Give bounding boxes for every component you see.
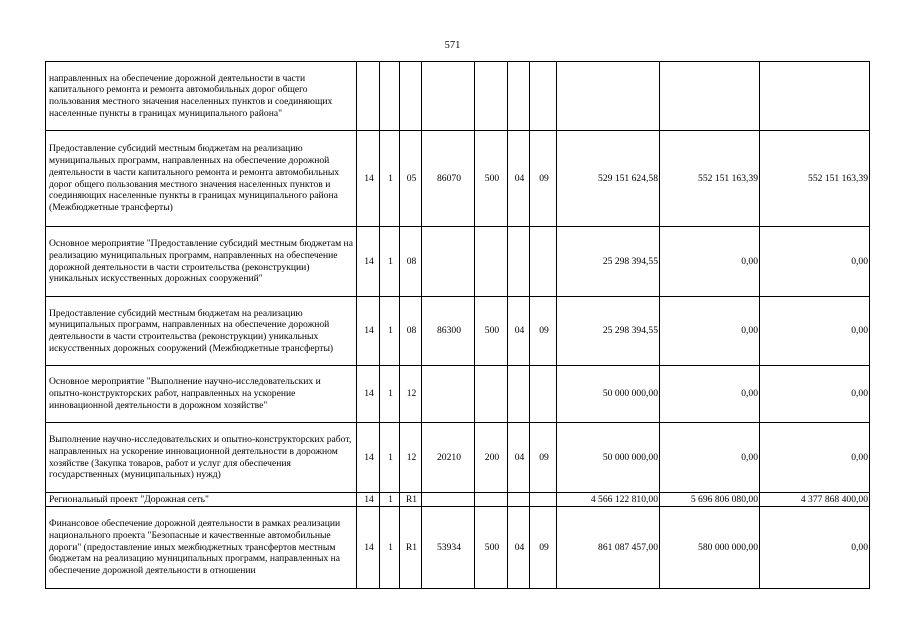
row-description: Предоставление субсидий местным бюджетам на реализацию муниципальных программ, направленных на обеспечение дорожной деятельности в части капитального ремонта и ремонта автомобильных дорог общего пользования местного значения населенных пунктов и соединяющих населенные пункты в границах муниципального района (Межбюджетные трансферты) xyxy=(46,131,357,227)
code-subsection xyxy=(530,493,557,507)
row-description: Выполнение научно-исследовательских и опытно-конструкторских работ, направленных на ускорение инновационной деятельности в дорожном хозяйстве (Закупка товаров, работ и услуг для обеспечения государственных (муниципальных) нужд) xyxy=(46,423,357,493)
table-row xyxy=(46,297,870,366)
code-program: 1 xyxy=(380,507,400,589)
code-subsection: 09 xyxy=(530,297,557,366)
amount-year-1: 861 087 457,00 xyxy=(557,507,660,589)
code-program xyxy=(380,62,400,131)
code-program: 1 xyxy=(380,366,400,423)
amount-year-2: 552 151 163,39 xyxy=(660,131,760,227)
code-ministry: 14 xyxy=(357,423,380,493)
code-ministry: 14 xyxy=(357,297,380,366)
code-program: 1 xyxy=(380,493,400,507)
code-direction xyxy=(422,493,475,507)
code-expense-type xyxy=(475,493,508,507)
code-ministry: 14 xyxy=(357,493,380,507)
code-event: R1 xyxy=(400,493,422,507)
table-row xyxy=(46,507,870,589)
code-subsection xyxy=(530,366,557,423)
amount-year-3: 0,00 xyxy=(760,227,870,297)
amount-year-2: 0,00 xyxy=(660,297,760,366)
code-direction: 53934 xyxy=(422,507,475,589)
page-number: 571 xyxy=(444,40,461,51)
code-program: 1 xyxy=(380,227,400,297)
code-subsection: 09 xyxy=(530,423,557,493)
amount-year-1: 529 151 624,58 xyxy=(557,131,660,227)
code-expense-type: 500 xyxy=(475,297,508,366)
row-description: Основное мероприятие "Предоставление субсидий местным бюджетам на реализацию муниципальных программ, направленных на обеспечение дорожной деятельности в части строительства (реконструкции) уникальных искусственных дорожных сооружений" xyxy=(46,227,357,297)
code-direction xyxy=(422,366,475,423)
amount-year-1: 50 000 000,00 xyxy=(557,423,660,493)
code-event: 08 xyxy=(400,227,422,297)
code-program: 1 xyxy=(380,131,400,227)
code-ministry: 14 xyxy=(357,131,380,227)
amount-year-3: 0,00 xyxy=(760,423,870,493)
amount-year-3: 4 377 868 400,00 xyxy=(760,493,870,507)
code-expense-type xyxy=(475,62,508,131)
code-direction xyxy=(422,62,475,131)
code-expense-type xyxy=(475,366,508,423)
code-event: 12 xyxy=(400,366,422,423)
table-row xyxy=(46,366,870,423)
code-section xyxy=(508,493,530,507)
code-expense-type: 200 xyxy=(475,423,508,493)
amount-year-1: 25 298 394,55 xyxy=(557,297,660,366)
table-row xyxy=(46,493,870,507)
row-description: Финансовое обеспечение дорожной деятельности в рамках реализации национального проекта "Безопасные и качественные автомобильные дороги" (предоставление иных межбюджетных трансфертов местным бюджетам на реализацию муниципальных программ, направленных на обеспечение дорожной деятельности в отношении xyxy=(46,507,357,589)
code-event: 05 xyxy=(400,131,422,227)
code-direction: 86300 xyxy=(422,297,475,366)
code-expense-type: 500 xyxy=(475,507,508,589)
code-section xyxy=(508,227,530,297)
table-row xyxy=(46,423,870,493)
code-section xyxy=(508,62,530,131)
code-expense-type xyxy=(475,227,508,297)
code-event: 08 xyxy=(400,297,422,366)
code-subsection: 09 xyxy=(530,131,557,227)
code-event: R1 xyxy=(400,507,422,589)
code-subsection: 09 xyxy=(530,507,557,589)
amount-year-3: 0,00 xyxy=(760,507,870,589)
code-direction: 20210 xyxy=(422,423,475,493)
code-section: 04 xyxy=(508,423,530,493)
amount-year-2: 580 000 000,00 xyxy=(660,507,760,589)
row-description: направленных на обеспечение дорожной деятельности в части капитального ремонта и ремонта автомобильных дорог общего пользования местного значения населенных пунктов и соединяющих населенные пункты в границах муниципального района" xyxy=(46,62,357,131)
code-ministry: 14 xyxy=(357,366,380,423)
table-row xyxy=(46,131,870,227)
code-expense-type: 500 xyxy=(475,131,508,227)
row-description: Предоставление субсидий местным бюджетам на реализацию муниципальных программ, направленных на обеспечение дорожной деятельности в части строительства (реконструкции) уникальных искусственных дорожных сооружений (Межбюджетные трансферты) xyxy=(46,297,357,366)
amount-year-1: 25 298 394,55 xyxy=(557,227,660,297)
code-section: 04 xyxy=(508,297,530,366)
code-ministry: 14 xyxy=(357,507,380,589)
code-program: 1 xyxy=(380,297,400,366)
amount-year-2: 0,00 xyxy=(660,227,760,297)
table-row xyxy=(46,227,870,297)
code-ministry xyxy=(357,62,380,131)
amount-year-1: 50 000 000,00 xyxy=(557,366,660,423)
code-direction xyxy=(422,227,475,297)
amount-year-2: 5 696 806 080,00 xyxy=(660,493,760,507)
row-description: Региональный проект "Дорожная сеть" xyxy=(46,493,357,507)
amount-year-2 xyxy=(660,62,760,131)
amount-year-2: 0,00 xyxy=(660,366,760,423)
amount-year-3 xyxy=(760,62,870,131)
amount-year-3: 552 151 163,39 xyxy=(760,131,870,227)
row-description: Основное мероприятие "Выполнение научно-исследовательских и опытно-конструкторских работ, направленных на ускорение инновационной деятельности в дорожном хозяйстве" xyxy=(46,366,357,423)
code-program: 1 xyxy=(380,423,400,493)
amount-year-1 xyxy=(557,62,660,131)
budget-table xyxy=(45,61,870,589)
amount-year-2: 0,00 xyxy=(660,423,760,493)
code-ministry: 14 xyxy=(357,227,380,297)
code-subsection xyxy=(530,62,557,131)
code-event: 12 xyxy=(400,423,422,493)
amount-year-3: 0,00 xyxy=(760,297,870,366)
code-event xyxy=(400,62,422,131)
code-direction: 86070 xyxy=(422,131,475,227)
amount-year-3: 0,00 xyxy=(760,366,870,423)
table-row xyxy=(46,62,870,131)
code-section xyxy=(508,366,530,423)
amount-year-1: 4 566 122 810,00 xyxy=(557,493,660,507)
code-section: 04 xyxy=(508,131,530,227)
code-subsection xyxy=(530,227,557,297)
code-section: 04 xyxy=(508,507,530,589)
